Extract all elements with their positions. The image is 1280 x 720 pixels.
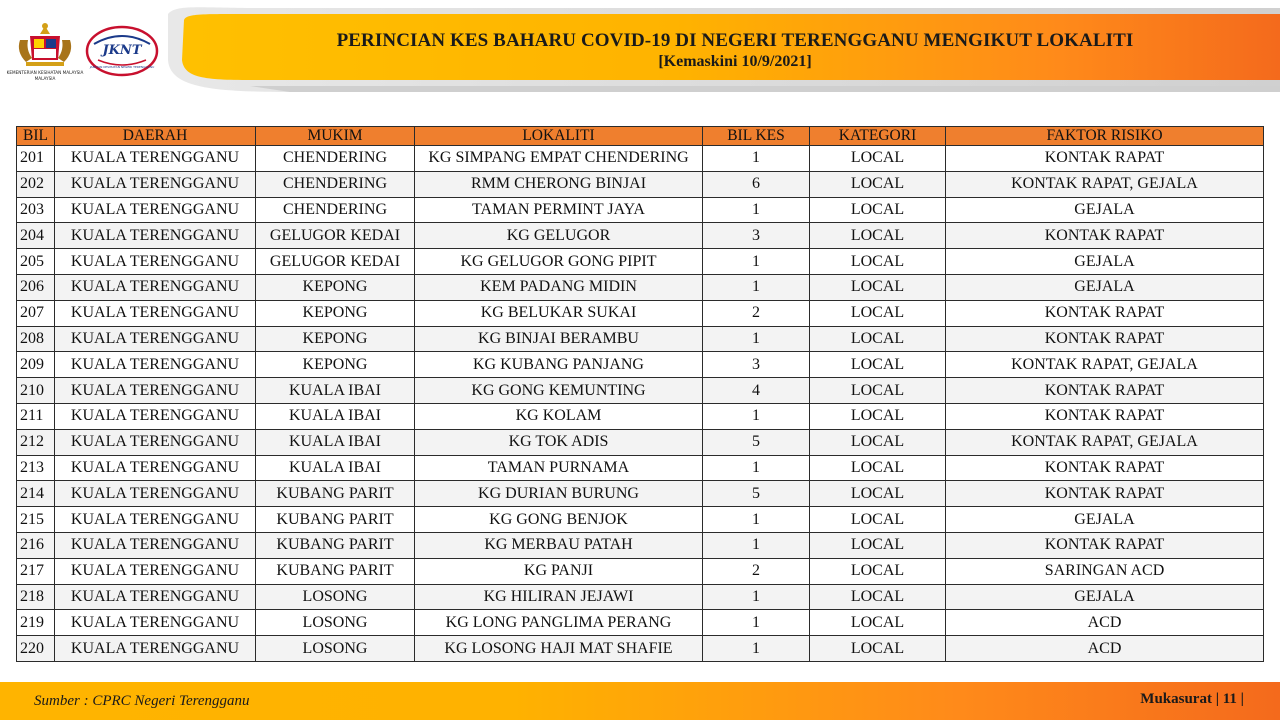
- cell-mukim: LOSONG: [256, 584, 415, 610]
- cell-lokaliti: KG PANJI: [415, 558, 703, 584]
- cell-faktor-risiko: ACD: [946, 636, 1264, 662]
- cell-bil-kes: 1: [703, 274, 810, 300]
- cell-bil-kes: 1: [703, 584, 810, 610]
- cell-bil-kes: 1: [703, 455, 810, 481]
- table-row: [17, 403, 1264, 429]
- cell-mukim: CHENDERING: [256, 146, 415, 172]
- cell-kategori: LOCAL: [810, 610, 946, 636]
- cell-faktor-risiko: GEJALA: [946, 274, 1264, 300]
- cell-daerah: KUALA TERENGGANU: [55, 326, 256, 352]
- cell-faktor-risiko: KONTAK RAPAT, GEJALA: [946, 429, 1264, 455]
- cell-bil-kes: 1: [703, 610, 810, 636]
- cell-faktor-risiko: SARINGAN ACD: [946, 558, 1264, 584]
- table-row: [17, 249, 1264, 275]
- cell-kategori: LOCAL: [810, 532, 946, 558]
- cell-lokaliti: KG GELUGOR GONG PIPIT: [415, 249, 703, 275]
- page-title: PERINCIAN KES BAHARU COVID-19 DI NEGERI TERENGGANU MENGIKUT LOKALITI: [336, 30, 1134, 51]
- page-number: Mukasurat | 11 |: [1140, 691, 1244, 707]
- cell-daerah: KUALA TERENGGANU: [55, 300, 256, 326]
- cell-daerah: KUALA TERENGGANU: [55, 532, 256, 558]
- cell-bil: 202: [17, 171, 55, 197]
- cell-bil: 215: [17, 507, 55, 533]
- cell-lokaliti: KG GELUGOR: [415, 223, 703, 249]
- cell-daerah: KUALA TERENGGANU: [55, 610, 256, 636]
- cell-bil-kes: 1: [703, 507, 810, 533]
- column-header-daerah: DAERAH: [55, 127, 256, 146]
- cell-bil: 204: [17, 223, 55, 249]
- cell-lokaliti: KG GONG KEMUNTING: [415, 378, 703, 404]
- cell-faktor-risiko: KONTAK RAPAT: [946, 455, 1264, 481]
- kkm-logo: [6, 20, 84, 84]
- cell-kategori: LOCAL: [810, 584, 946, 610]
- cell-mukim: KUBANG PARIT: [256, 507, 415, 533]
- table-row: [17, 507, 1264, 533]
- cell-mukim: CHENDERING: [256, 197, 415, 223]
- cell-daerah: KUALA TERENGGANU: [55, 584, 256, 610]
- jknt-logo: [84, 24, 160, 78]
- cell-bil: 217: [17, 558, 55, 584]
- cell-lokaliti: KG TOK ADIS: [415, 429, 703, 455]
- table-row: [17, 300, 1264, 326]
- cell-daerah: KUALA TERENGGANU: [55, 403, 256, 429]
- kkm-logo-text: KEMENTERIAN KESIHATAN MALAYSIA: [6, 70, 84, 75]
- cell-kategori: LOCAL: [810, 249, 946, 275]
- cell-bil-kes: 1: [703, 532, 810, 558]
- cell-bil-kes: 5: [703, 429, 810, 455]
- cell-faktor-risiko: KONTAK RAPAT: [946, 532, 1264, 558]
- table-row: [17, 610, 1264, 636]
- cell-bil: 214: [17, 481, 55, 507]
- cell-faktor-risiko: GEJALA: [946, 507, 1264, 533]
- cell-faktor-risiko: KONTAK RAPAT: [946, 403, 1264, 429]
- cell-kategori: LOCAL: [810, 300, 946, 326]
- cell-bil-kes: 2: [703, 558, 810, 584]
- cell-daerah: KUALA TERENGGANU: [55, 558, 256, 584]
- cell-faktor-risiko: ACD: [946, 610, 1264, 636]
- cell-bil: 216: [17, 532, 55, 558]
- cell-kategori: LOCAL: [810, 403, 946, 429]
- page-header: [0, 0, 1280, 96]
- table-row: [17, 274, 1264, 300]
- cell-mukim: KUALA IBAI: [256, 429, 415, 455]
- cell-faktor-risiko: KONTAK RAPAT: [946, 481, 1264, 507]
- cell-daerah: KUALA TERENGGANU: [55, 507, 256, 533]
- cases-table: [16, 126, 1264, 662]
- cell-kategori: LOCAL: [810, 197, 946, 223]
- cell-mukim: KUBANG PARIT: [256, 532, 415, 558]
- cell-lokaliti: KG BINJAI BERAMBU: [415, 326, 703, 352]
- table-row: [17, 326, 1264, 352]
- cell-daerah: KUALA TERENGGANU: [55, 249, 256, 275]
- cell-bil: 212: [17, 429, 55, 455]
- table-row: [17, 352, 1264, 378]
- table-body: [17, 146, 1264, 662]
- cell-bil: 210: [17, 378, 55, 404]
- table-row: [17, 171, 1264, 197]
- cell-daerah: KUALA TERENGGANU: [55, 378, 256, 404]
- cell-kategori: LOCAL: [810, 146, 946, 172]
- cell-bil-kes: 6: [703, 171, 810, 197]
- table-row: [17, 584, 1264, 610]
- cell-mukim: KEPONG: [256, 326, 415, 352]
- cell-lokaliti: KG MERBAU PATAH: [415, 532, 703, 558]
- column-header-lokaliti: LOKALITI: [415, 127, 703, 146]
- cell-daerah: KUALA TERENGGANU: [55, 274, 256, 300]
- cell-lokaliti: KG LONG PANGLIMA PERANG: [415, 610, 703, 636]
- cell-kategori: LOCAL: [810, 223, 946, 249]
- cell-lokaliti: KG KUBANG PANJANG: [415, 352, 703, 378]
- cell-daerah: KUALA TERENGGANU: [55, 455, 256, 481]
- table-row: [17, 455, 1264, 481]
- cell-bil-kes: 2: [703, 300, 810, 326]
- cell-kategori: LOCAL: [810, 326, 946, 352]
- cell-lokaliti: KG SIMPANG EMPAT CHENDERING: [415, 146, 703, 172]
- cell-bil: 205: [17, 249, 55, 275]
- cell-faktor-risiko: GEJALA: [946, 249, 1264, 275]
- cell-mukim: KUALA IBAI: [256, 455, 415, 481]
- table-row: [17, 636, 1264, 662]
- cell-bil: 208: [17, 326, 55, 352]
- cell-faktor-risiko: KONTAK RAPAT: [946, 378, 1264, 404]
- cell-bil: 219: [17, 610, 55, 636]
- source-note: Sumber : CPRC Negeri Terengganu: [34, 693, 250, 709]
- cell-mukim: GELUGOR KEDAI: [256, 223, 415, 249]
- cell-faktor-risiko: KONTAK RAPAT: [946, 326, 1264, 352]
- cell-bil-kes: 1: [703, 326, 810, 352]
- column-header-kategori: KATEGORI: [810, 127, 946, 146]
- table-row: [17, 223, 1264, 249]
- cell-mukim: KUALA IBAI: [256, 378, 415, 404]
- cell-daerah: KUALA TERENGGANU: [55, 481, 256, 507]
- cell-daerah: KUALA TERENGGANU: [55, 636, 256, 662]
- cell-bil-kes: 1: [703, 403, 810, 429]
- cell-bil: 207: [17, 300, 55, 326]
- cell-bil-kes: 5: [703, 481, 810, 507]
- cell-lokaliti: KG BELUKAR SUKAI: [415, 300, 703, 326]
- cell-faktor-risiko: KONTAK RAPAT: [946, 300, 1264, 326]
- cell-lokaliti: TAMAN PERMINT JAYA: [415, 197, 703, 223]
- cell-daerah: KUALA TERENGGANU: [55, 429, 256, 455]
- cell-kategori: LOCAL: [810, 378, 946, 404]
- cell-bil: 209: [17, 352, 55, 378]
- cell-mukim: CHENDERING: [256, 171, 415, 197]
- cell-kategori: LOCAL: [810, 507, 946, 533]
- cases-table-container: [16, 126, 1264, 662]
- cell-bil-kes: 1: [703, 197, 810, 223]
- cell-lokaliti: KG DURIAN BURUNG: [415, 481, 703, 507]
- cell-daerah: KUALA TERENGGANU: [55, 171, 256, 197]
- cell-bil: 218: [17, 584, 55, 610]
- table-row: [17, 558, 1264, 584]
- cell-bil-kes: 1: [703, 636, 810, 662]
- cell-mukim: GELUGOR KEDAI: [256, 249, 415, 275]
- cell-kategori: LOCAL: [810, 558, 946, 584]
- column-header-mukim: MUKIM: [256, 127, 415, 146]
- cell-kategori: LOCAL: [810, 171, 946, 197]
- cell-mukim: KEPONG: [256, 300, 415, 326]
- table-row: [17, 378, 1264, 404]
- cell-bil: 206: [17, 274, 55, 300]
- column-header-bil-kes: BIL KES: [703, 127, 810, 146]
- svg-text:JABATAN KESIHATAN NEGERI TEREN: JABATAN KESIHATAN NEGERI TERENGGANU: [89, 65, 155, 69]
- page-footer: [0, 682, 1280, 720]
- cell-lokaliti: TAMAN PURNAMA: [415, 455, 703, 481]
- page-subtitle: [Kemaskini 10/9/2021]: [658, 53, 812, 70]
- cell-mukim: LOSONG: [256, 636, 415, 662]
- cell-lokaliti: RMM CHERONG BINJAI: [415, 171, 703, 197]
- cell-faktor-risiko: KONTAK RAPAT, GEJALA: [946, 352, 1264, 378]
- cell-bil: 201: [17, 146, 55, 172]
- cell-lokaliti: KEM PADANG MIDIN: [415, 274, 703, 300]
- table-row: [17, 197, 1264, 223]
- table-row: [17, 429, 1264, 455]
- cell-faktor-risiko: GEJALA: [946, 584, 1264, 610]
- cell-faktor-risiko: KONTAK RAPAT: [946, 146, 1264, 172]
- cell-mukim: KEPONG: [256, 274, 415, 300]
- title-block: [190, 30, 1280, 72]
- cell-faktor-risiko: GEJALA: [946, 197, 1264, 223]
- cell-bil: 211: [17, 403, 55, 429]
- cell-daerah: KUALA TERENGGANU: [55, 146, 256, 172]
- table-row: [17, 532, 1264, 558]
- cell-mukim: LOSONG: [256, 610, 415, 636]
- cell-bil: 203: [17, 197, 55, 223]
- cell-lokaliti: KG LOSONG HAJI MAT SHAFIE: [415, 636, 703, 662]
- cell-kategori: LOCAL: [810, 481, 946, 507]
- cell-bil-kes: 3: [703, 223, 810, 249]
- cell-mukim: KEPONG: [256, 352, 415, 378]
- cell-mukim: KUALA IBAI: [256, 403, 415, 429]
- cell-kategori: LOCAL: [810, 352, 946, 378]
- cell-daerah: KUALA TERENGGANU: [55, 223, 256, 249]
- cell-kategori: LOCAL: [810, 274, 946, 300]
- cell-bil-kes: 4: [703, 378, 810, 404]
- cell-bil-kes: 1: [703, 146, 810, 172]
- svg-text:MALAYSIA: MALAYSIA: [34, 76, 56, 81]
- cell-daerah: KUALA TERENGGANU: [55, 197, 256, 223]
- jknt-logo-text: JKNT: [102, 43, 142, 58]
- cell-bil: 220: [17, 636, 55, 662]
- column-header-faktor-risiko: FAKTOR RISIKO: [946, 127, 1264, 146]
- column-header-bil: BIL: [17, 127, 55, 146]
- cell-bil: 213: [17, 455, 55, 481]
- cell-lokaliti: KG KOLAM: [415, 403, 703, 429]
- cell-lokaliti: KG HILIRAN JEJAWI: [415, 584, 703, 610]
- cell-mukim: KUBANG PARIT: [256, 481, 415, 507]
- cell-faktor-risiko: KONTAK RAPAT: [946, 223, 1264, 249]
- table-row: [17, 146, 1264, 172]
- cell-kategori: LOCAL: [810, 455, 946, 481]
- cell-faktor-risiko: KONTAK RAPAT, GEJALA: [946, 171, 1264, 197]
- cell-lokaliti: KG GONG BENJOK: [415, 507, 703, 533]
- table-header-row: [17, 127, 1264, 146]
- cell-bil-kes: 1: [703, 249, 810, 275]
- cell-mukim: KUBANG PARIT: [256, 558, 415, 584]
- cell-daerah: KUALA TERENGGANU: [55, 352, 256, 378]
- table-row: [17, 481, 1264, 507]
- cell-kategori: LOCAL: [810, 636, 946, 662]
- cell-kategori: LOCAL: [810, 429, 946, 455]
- cell-bil-kes: 3: [703, 352, 810, 378]
